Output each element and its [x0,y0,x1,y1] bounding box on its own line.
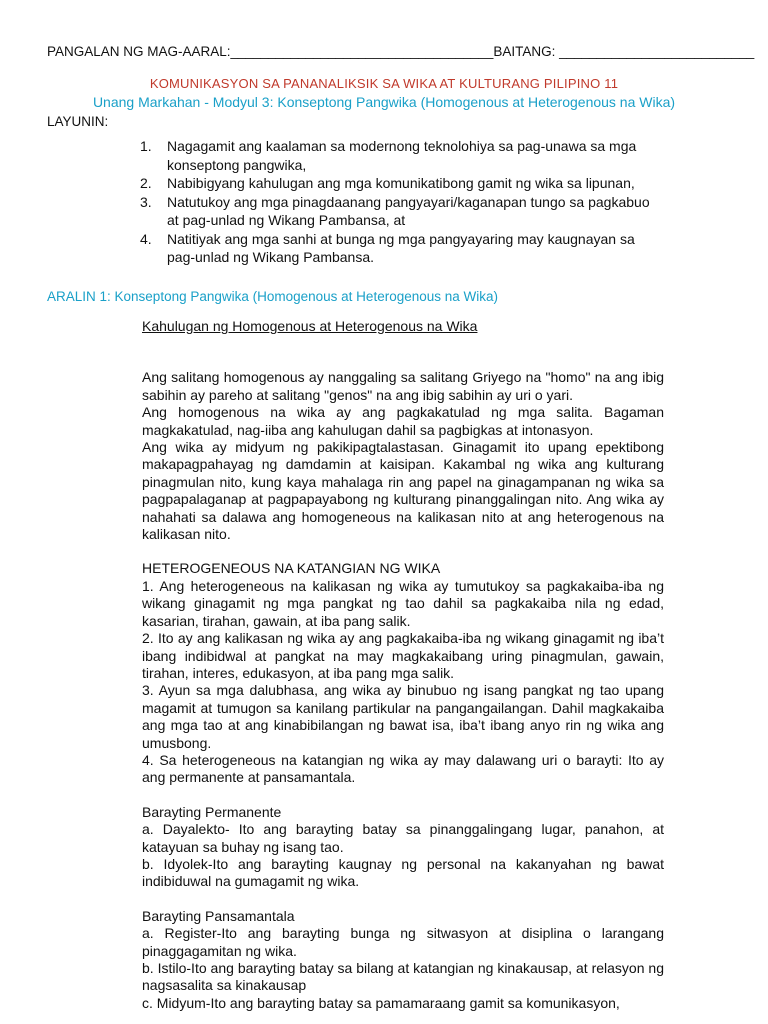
objective-text: Nabibigyang kahulugan ang mga komunikatibong gamit ng wika sa lipunan, [167,175,635,191]
pansamantala-heading: Barayting Pansamantala [142,907,295,924]
objective-item [140,193,660,230]
lesson-title: ARALIN 1: Konseptong Pangwika (Homogenous at Heterogenous na Wika) [47,289,499,304]
heterogeneous-item: 2. Ito ay ang kalikasan ng wika ay ang pagkakaiba-iba ng wikang ginagamit ng iba’t ibang indibidwal at pangkat na may magkakaibang uring pinagmulan, gawain, tirahan, interes, edukasyon, at iba pang mga salik. [142,630,664,681]
objective-number: 1. [140,138,152,154]
objective-text: Nagagamit ang kaalaman sa modernong teknolohiya sa pag-unawa sa mga konseptong pangwika, [167,138,637,173]
heterogeneous-heading: HETEROGENEOUS NA KATANGIAN NG WIKA [142,560,441,577]
objective-item [140,230,660,267]
pansamantala-item: a. Register-Ito ang barayting bunga ng sitwasyon at disiplina o larangang pinaggagamitan ng wika. [142,925,664,959]
lesson-content [142,318,664,1012]
objective-number: 3. [140,193,152,210]
heterogeneous-item: 1. Ang heterogeneous na kalikasan ng wika ay tumutukoy sa pagkakaiba-iba ng wikang ginagamit ng mga pangkat ng tao dahil sa pagkakaiba nila ng edad, kasarian, tirahan, gawain, at iba pang salik. [142,577,664,629]
course-title: KOMUNIKASYON SA PANANALIKSIK SA WIKA AT KULTURANG PILIPINO 11 [149,76,619,91]
paragraph: Ang homogenous na wika ay ang pagkakatulad ng mga salita. Bagaman magkakatulad, nag-iiba ang kahulugan dahil sa pagbigkas at intonasyon. [142,404,664,438]
paragraph: Ang salitang homogenous ay nanggaling sa salitang Griyego na "homo" na ang ibig sabihin ay pareho at salitang "genos" na ang ibig sabihin ay uri o yari. [142,369,664,403]
student-name-grade-line: PANGALAN NG MAG-AARAL:___________________________________BAITANG: __________________________ [47,44,755,59]
objectives-label: LAYUNIN: [47,114,109,129]
heterogeneous-item: 3. Ayun sa mga dalubhasa, ang wika ay binubuo ng isang pangkat ng tao upang magamit at tumugon sa kanilang partikular na pangangailangan. Dahil magkakaiba ang mga tao at ang kinabibilangan ng bawat isa, iba’t ibang anyo rin ng wika ang umusbong. [142,682,664,751]
objective-text: Natutukoy ang mga pinagdaanang pangyayari/kaganapan tungo sa pagkabuo at pag-unlad ng Wikang Pambansa, at [167,193,650,228]
paragraph: Ang wika ay midyum ng pakikipagtalastasan. Ginagamit ito upang epektibong makapagpahayag ng damdamin at kaisipan. Kakambal ng wika ang kulturang pinagmulan nito, kung kaya mahalaga rin ang papel na ginagampanan ng wika sa pagpapalaganap at pagpapayabong ng kulturang pinanggalingan nito. Ang wika ay nahahati sa dalawa ang homogeneous na kalikasan nito at ang heterogenous na kalikasan nito. [142,439,664,543]
objective-number: 4. [140,230,152,247]
objective-number: 2. [140,175,152,191]
heterogeneous-item: 4. Sa heterogeneous na katangian ng wika ay may dalawang uri o barayti: Ito ay ang permanente at pansamantala. [142,751,664,786]
permanente-item: b. Idyolek-Ito ang barayting kaugnay ng personal na kakanyahan ng bawat indibiduwal na gumagamit ng wika. [142,855,664,890]
module-title: Unang Markahan - Modyul 3: Konseptong Pangwika (Homogenous at Heterogenous na Wika) [92,94,676,110]
lesson-subtitle: Kahulugan ng Homogenous at Heterogenous na Wika [142,318,478,334]
pansamantala-item: c. Midyum-Ito ang barayting batay sa pamamaraang gamit sa komunikasyon, [142,994,620,1011]
permanente-item: a. Dayalekto- Ito ang barayting batay sa pinanggalingang lugar, panahon, at katayuan sa buhay ng isang tao. [142,821,664,855]
objective-item [140,137,660,174]
objective-item [140,174,660,193]
pansamantala-item: b. Istilo-Ito ang barayting batay sa bilang at katangian ng kinakausap, at relasyon ng nagsasalita sa kinakausap [142,960,664,994]
objective-text: Natitiyak ang mga sanhi at bunga ng mga pangyayaring may kaugnayan sa pag-unlad ng Wikang Pambansa. [167,230,635,265]
objectives-list [140,137,660,267]
permanente-heading: Barayting Permanente [142,803,282,820]
